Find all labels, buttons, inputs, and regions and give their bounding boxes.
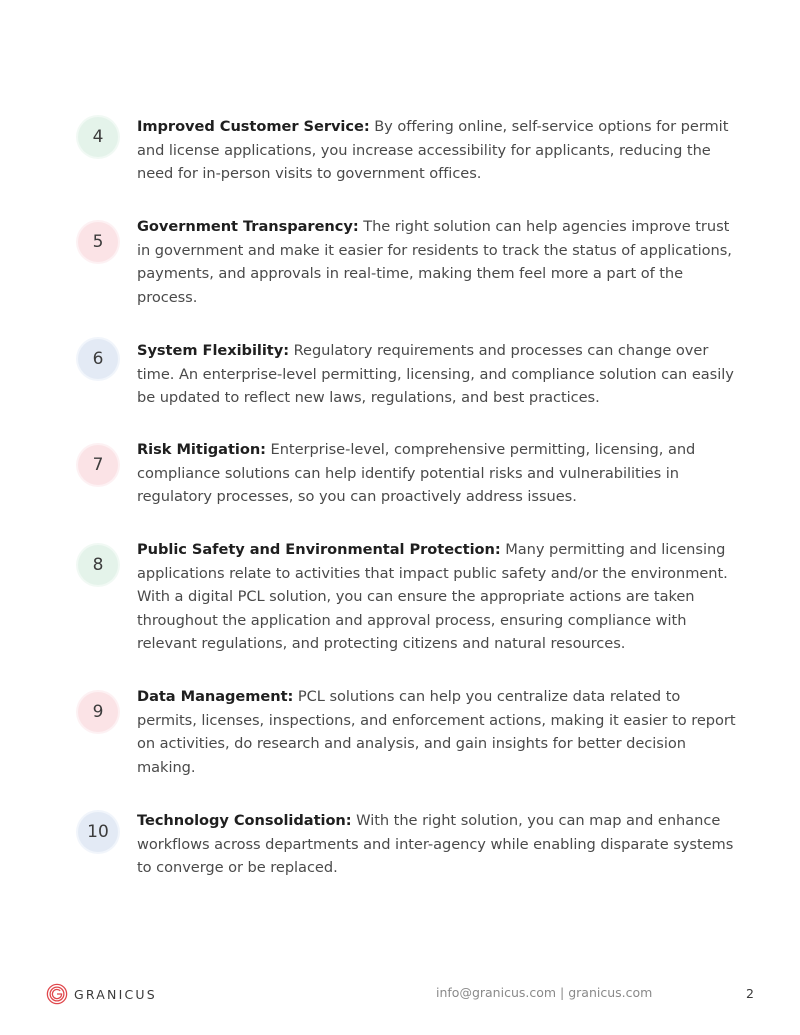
item-body: The right solution can help agencies improve trust in government and make it easier for residents to track the status of applications, payments, and approvals in real-time, making them feel more a part of the process. [137, 218, 732, 306]
item-term: Data Management: [137, 688, 294, 705]
item-text [137, 685, 737, 779]
item-term: Improved Customer Service: [137, 118, 370, 135]
granicus-logo[interactable] [46, 983, 157, 1005]
item-body: By offering online, self-service options for permit and license applications, you increase accessibility for applicants, reducing the need for in-person visits to government offices. [137, 118, 729, 182]
item-term: Technology Consolidation: [137, 812, 352, 829]
item-text [137, 215, 737, 309]
item-text [137, 809, 737, 880]
item-number-badge: 6 [78, 339, 118, 379]
item-number-badge: 9 [78, 692, 118, 732]
item-term: Public Safety and Environmental Protection: [137, 541, 501, 558]
item-body: PCL solutions can help you centralize data related to permits, licenses, inspections, and enforcement actions, making it easier to report on activities, do research and analysis, and gain insights for better decision making. [137, 688, 736, 776]
item-body: Enterprise-level, comprehensive permitting, licensing, and compliance solutions can help identify potential risks and vulnerabilities in regulatory processes, so you can proactively address issues. [137, 441, 696, 505]
item-number-badge: 5 [78, 222, 118, 262]
item-term: Risk Mitigation: [137, 441, 266, 458]
item-term: System Flexibility: [137, 342, 289, 359]
page-number: 2 [746, 986, 754, 1001]
item-body: Many permitting and licensing applications relate to activities that impact public safety and/or the environment. With a digital PCL solution, you can ensure the appropriate actions are taken throughout the application and approval process, ensuring compliance with relevant regulations, and protecting citizens and natural resources. [137, 541, 728, 652]
item-number-badge: 4 [78, 117, 118, 157]
logo-wordmark: GRANICUS [74, 986, 157, 1002]
item-body: With the right solution, you can map and enhance workflows across departments and inter-agency while enabling disparate systems to converge or be replaced. [137, 812, 734, 876]
item-text [137, 339, 737, 410]
item-number-badge: 10 [78, 812, 118, 852]
item-body: Regulatory requirements and processes can change over time. An enterprise-level permitting, licensing, and compliance solution can easily be updated to reflect new laws, regulations, and best practices. [137, 342, 734, 406]
footer-contact[interactable]: info@granicus.com | granicus.com [436, 985, 653, 1000]
item-text [137, 115, 737, 186]
item-term: Government Transparency: [137, 218, 359, 235]
item-text [137, 538, 737, 656]
granicus-logo-icon [46, 983, 68, 1005]
item-text [137, 438, 737, 509]
item-number-badge: 8 [78, 545, 118, 585]
item-number-badge: 7 [78, 445, 118, 485]
